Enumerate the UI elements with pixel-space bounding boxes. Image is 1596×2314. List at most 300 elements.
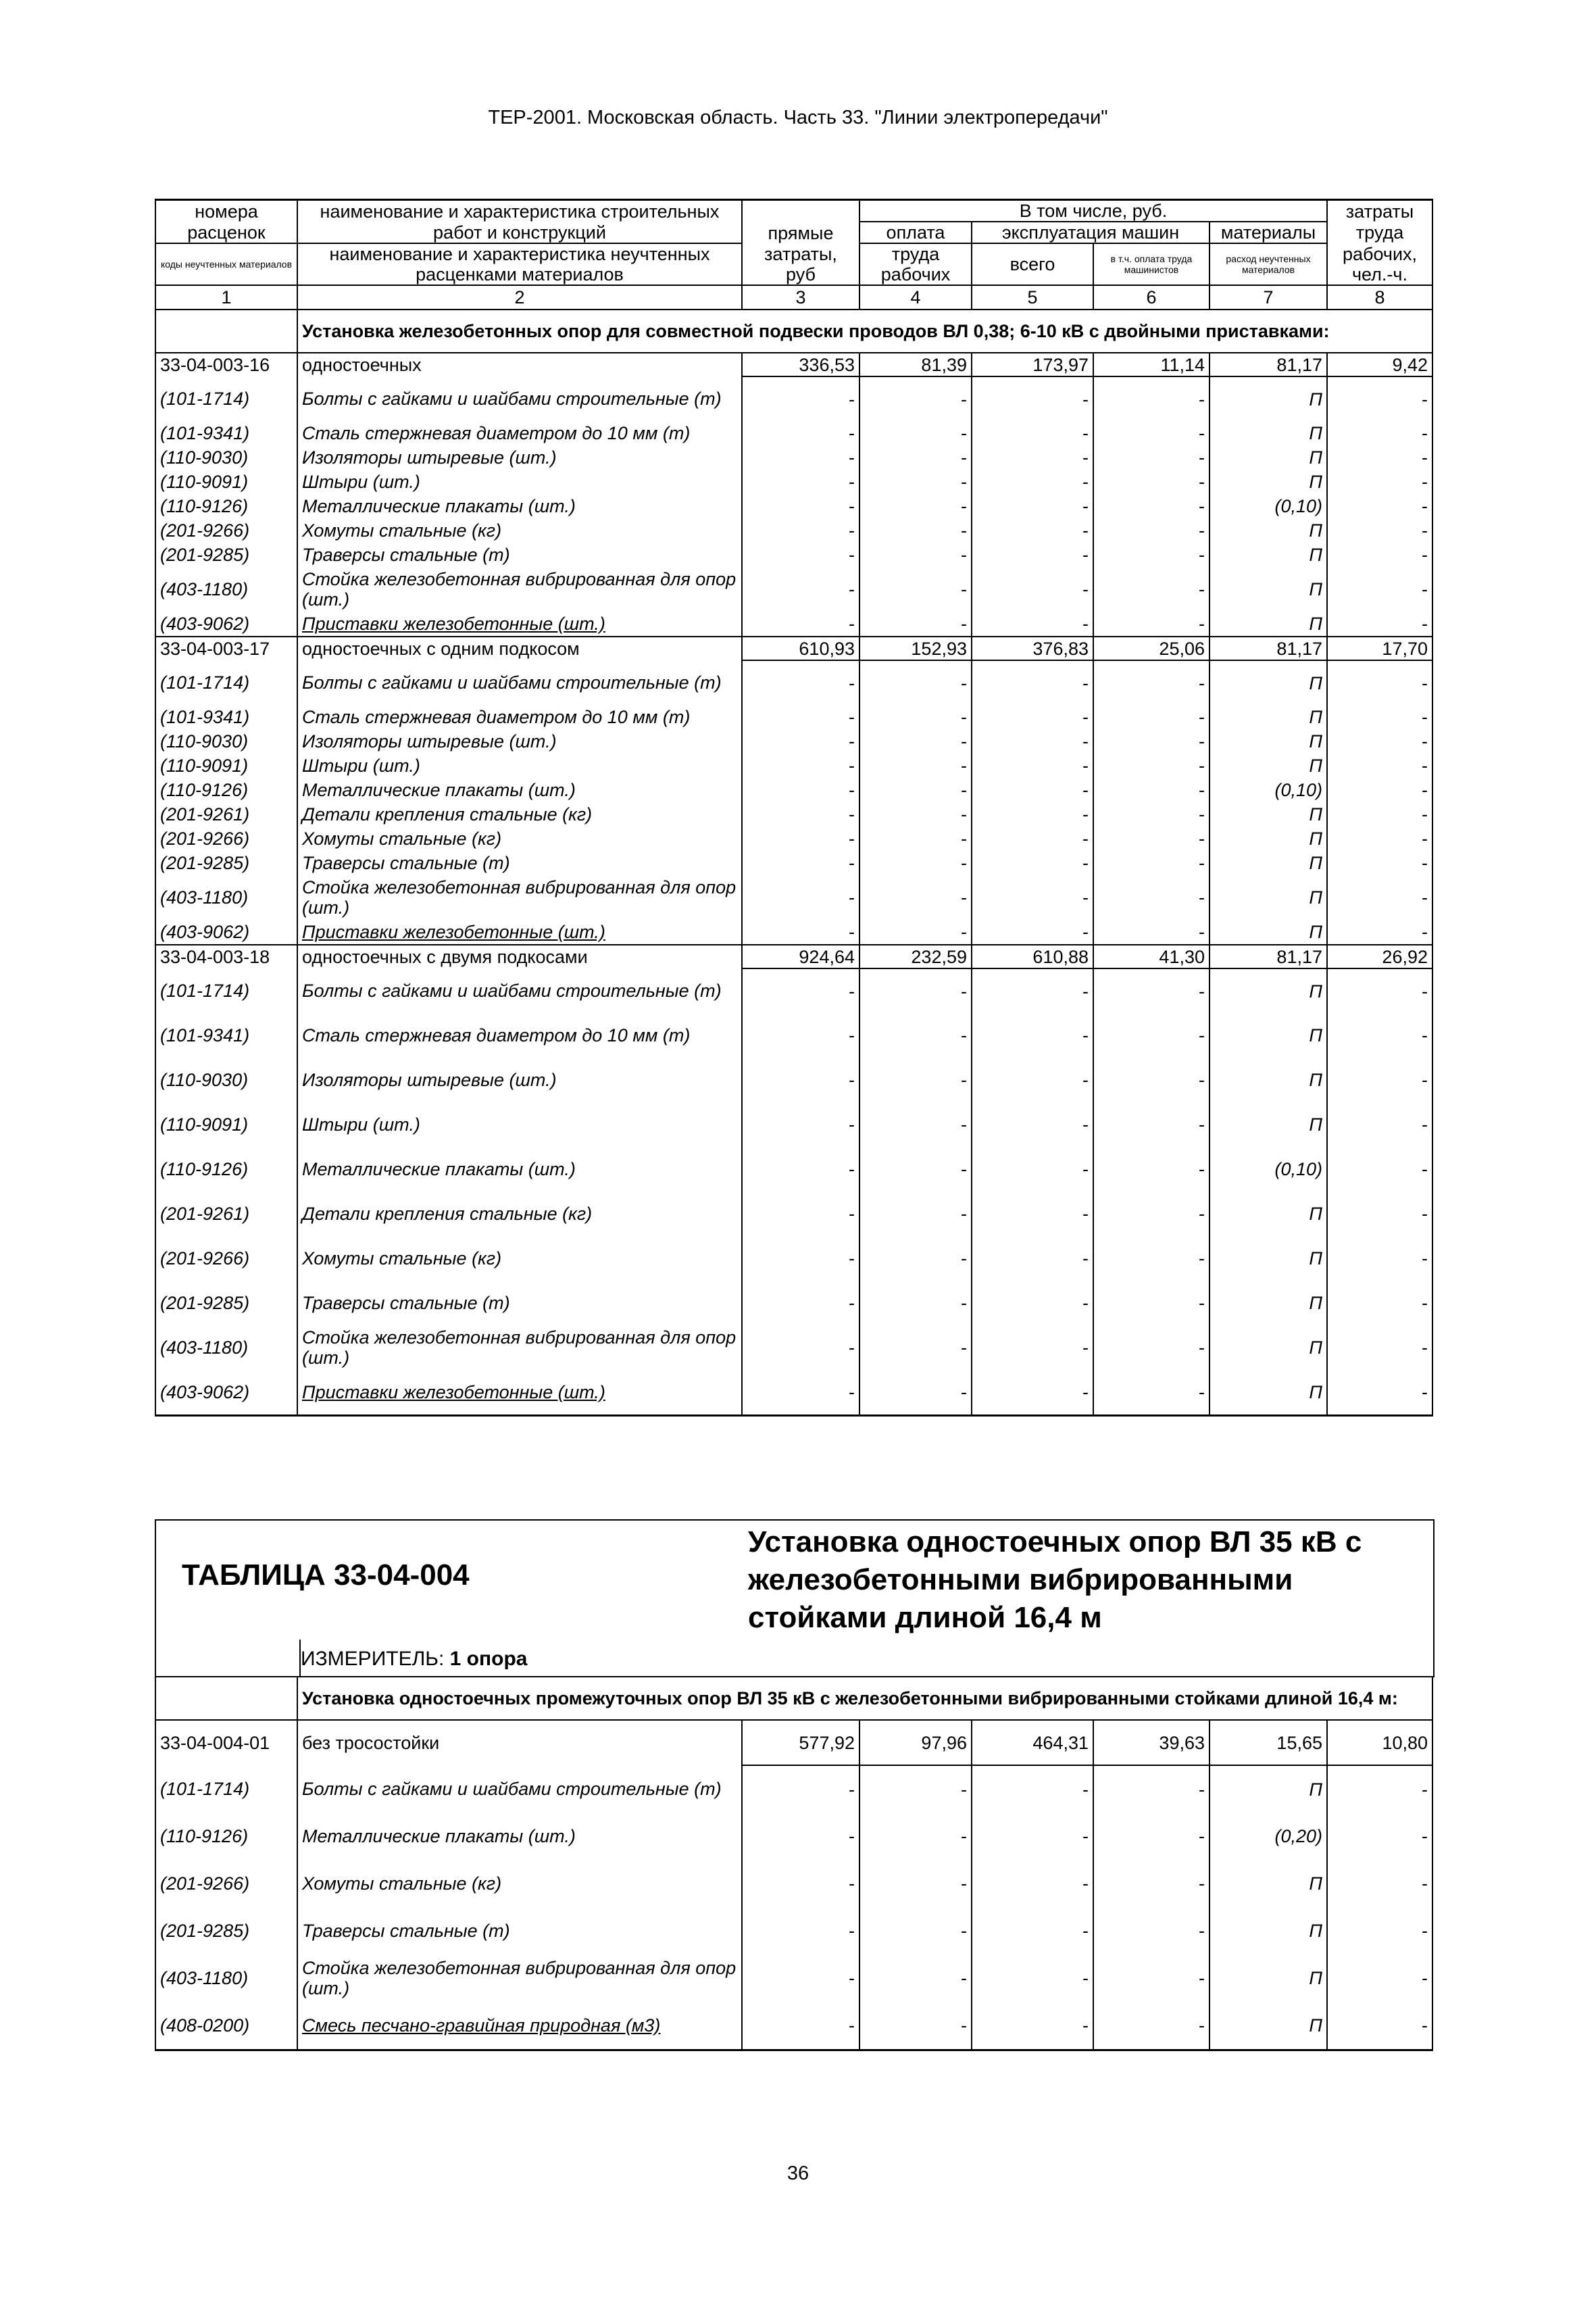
empty-value: - bbox=[742, 851, 859, 875]
empty-value: - bbox=[859, 1907, 972, 1954]
material-name: Сталь стержневая диаметром до 10 мм (т) bbox=[297, 705, 742, 729]
empty-value: - bbox=[742, 754, 859, 778]
material-code: (110-9030) bbox=[155, 445, 297, 470]
material-name: Металлические плакаты (шт.) bbox=[297, 778, 742, 802]
empty-value: - bbox=[1093, 543, 1210, 567]
col-header-code: номера bbox=[155, 200, 297, 222]
rate-value: 17,70 bbox=[1327, 637, 1432, 660]
empty-value: - bbox=[1327, 1860, 1432, 1907]
material-row bbox=[155, 1325, 1432, 1370]
material-name: Стойка железобетонная вибрированная для опор (шт.) bbox=[297, 875, 742, 920]
empty-value: - bbox=[859, 1102, 972, 1147]
material-row bbox=[155, 445, 1432, 470]
material-row bbox=[155, 2002, 1432, 2050]
empty-value: - bbox=[742, 1013, 859, 1058]
empty-value: - bbox=[859, 705, 972, 729]
empty-value: - bbox=[859, 1191, 972, 1236]
material-code: (101-9341) bbox=[155, 421, 297, 445]
empty-value: - bbox=[1093, 2002, 1210, 2050]
material-name: Болты с гайками и шайбами строительные (т) bbox=[297, 376, 742, 421]
rate-value: 81,17 bbox=[1210, 945, 1327, 968]
work-name: одностоечных с одним подкосом bbox=[297, 637, 742, 660]
empty-value: - bbox=[972, 1058, 1093, 1102]
empty-value: - bbox=[1093, 851, 1210, 875]
material-row bbox=[155, 875, 1432, 920]
material-row bbox=[155, 1058, 1432, 1102]
empty-value: - bbox=[742, 920, 859, 945]
rate-value: 81,39 bbox=[859, 353, 972, 376]
material-consumption: (0,10) bbox=[1210, 778, 1327, 802]
empty-value: - bbox=[742, 1954, 859, 2002]
empty-value: - bbox=[1093, 827, 1210, 851]
material-code: (403-1180) bbox=[155, 567, 297, 612]
material-code: (403-9062) bbox=[155, 612, 297, 637]
empty-value: - bbox=[1327, 920, 1432, 945]
rate-value: 25,06 bbox=[1093, 637, 1210, 660]
material-name: Детали крепления стальные (кг) bbox=[297, 1191, 742, 1236]
material-code: (408-0200) bbox=[155, 2002, 297, 2050]
material-code: (110-9126) bbox=[155, 1813, 297, 1860]
material-name: Стойка железобетонная вибрированная для опор (шт.) bbox=[297, 1954, 742, 2002]
empty-value: - bbox=[859, 1236, 972, 1281]
material-row bbox=[155, 754, 1432, 778]
empty-value: - bbox=[742, 1907, 859, 1954]
empty-value: - bbox=[972, 827, 1093, 851]
material-code: (201-9266) bbox=[155, 827, 297, 851]
material-row bbox=[155, 567, 1432, 612]
material-row bbox=[155, 1281, 1432, 1325]
empty-value: - bbox=[1093, 875, 1210, 920]
empty-value: - bbox=[972, 660, 1093, 705]
material-row bbox=[155, 705, 1432, 729]
table-description: Установка одностоечных опор ВЛ 35 кВ с железобетонными вибрированными стойками длиной 16,4 м bbox=[748, 1525, 1362, 1634]
empty-value: - bbox=[1093, 1147, 1210, 1191]
material-row bbox=[155, 1370, 1432, 1416]
material-row bbox=[155, 376, 1432, 421]
material-consumption: П bbox=[1210, 754, 1327, 778]
empty-value: - bbox=[742, 470, 859, 494]
empty-value: - bbox=[1327, 1765, 1432, 1813]
empty-value: - bbox=[972, 2002, 1093, 2050]
empty-value: - bbox=[742, 875, 859, 920]
empty-value: - bbox=[1327, 518, 1432, 543]
material-code: (110-9030) bbox=[155, 729, 297, 754]
empty-value: - bbox=[972, 802, 1093, 827]
empty-value: - bbox=[859, 660, 972, 705]
empty-value: - bbox=[742, 1370, 859, 1416]
empty-value: - bbox=[1327, 1102, 1432, 1147]
empty-value: - bbox=[1327, 445, 1432, 470]
empty-value: - bbox=[742, 1147, 859, 1191]
material-code: (201-9285) bbox=[155, 1907, 297, 1954]
empty-value: - bbox=[742, 778, 859, 802]
work-row bbox=[155, 945, 1432, 968]
empty-value: - bbox=[972, 1013, 1093, 1058]
rate-value: 11,14 bbox=[1093, 353, 1210, 376]
empty-value: - bbox=[742, 660, 859, 705]
col-header-labor: затраты bbox=[1327, 200, 1432, 222]
material-consumption: П bbox=[1210, 1191, 1327, 1236]
col-header-incl: В том числе, руб. bbox=[859, 200, 1327, 222]
empty-value: - bbox=[972, 778, 1093, 802]
material-consumption: П bbox=[1210, 445, 1327, 470]
material-code: (201-9266) bbox=[155, 1860, 297, 1907]
material-consumption: П bbox=[1210, 470, 1327, 494]
empty-value: - bbox=[972, 470, 1093, 494]
header-row-3: коды неучтенных материалов наименование и характеристика неучтенных затраты, труда всего в т.ч. оплата труда машинистов расход неучтенных материалов рабочих, bbox=[155, 243, 1432, 264]
material-code: (110-9030) bbox=[155, 1058, 297, 1102]
empty-value: - bbox=[1327, 705, 1432, 729]
empty-value: - bbox=[972, 851, 1093, 875]
material-code: (101-1714) bbox=[155, 660, 297, 705]
empty-value: - bbox=[1327, 802, 1432, 827]
empty-value: - bbox=[742, 827, 859, 851]
material-code: (201-9266) bbox=[155, 518, 297, 543]
material-consumption: П bbox=[1210, 612, 1327, 637]
empty-value: - bbox=[742, 543, 859, 567]
empty-value: - bbox=[972, 567, 1093, 612]
material-row bbox=[155, 470, 1432, 494]
empty-value: - bbox=[972, 1860, 1093, 1907]
empty-value: - bbox=[1327, 1147, 1432, 1191]
col-header-name: наименование и характеристика строительных bbox=[297, 200, 742, 222]
empty-value: - bbox=[1327, 543, 1432, 567]
empty-value: - bbox=[742, 445, 859, 470]
empty-value: - bbox=[859, 494, 972, 518]
rate-value: 376,83 bbox=[972, 637, 1093, 660]
empty-value: - bbox=[1093, 968, 1210, 1013]
material-consumption: П bbox=[1210, 1236, 1327, 1281]
empty-value: - bbox=[742, 421, 859, 445]
material-row bbox=[155, 729, 1432, 754]
material-row bbox=[155, 612, 1432, 637]
rates-table bbox=[155, 199, 1433, 1417]
material-row bbox=[155, 1907, 1432, 1954]
empty-value: - bbox=[972, 1236, 1093, 1281]
material-row bbox=[155, 1013, 1432, 1058]
material-code: (403-9062) bbox=[155, 920, 297, 945]
empty-value: - bbox=[859, 875, 972, 920]
material-name: Хомуты стальные (кг) bbox=[297, 1860, 742, 1907]
empty-value: - bbox=[859, 1013, 972, 1058]
empty-value: - bbox=[1093, 1013, 1210, 1058]
empty-value: - bbox=[1327, 827, 1432, 851]
empty-value: - bbox=[972, 612, 1093, 637]
material-row bbox=[155, 660, 1432, 705]
rate-value: 173,97 bbox=[972, 353, 1093, 376]
empty-value: - bbox=[972, 445, 1093, 470]
material-code: (201-9261) bbox=[155, 1191, 297, 1236]
material-row bbox=[155, 421, 1432, 445]
empty-value: - bbox=[859, 543, 972, 567]
empty-value: - bbox=[1093, 1102, 1210, 1147]
empty-value: - bbox=[1093, 1907, 1210, 1954]
material-name: Траверсы стальные (т) bbox=[297, 1907, 742, 1954]
material-code: (403-9062) bbox=[155, 1370, 297, 1416]
empty-value: - bbox=[859, 567, 972, 612]
header-row-1 bbox=[155, 200, 1432, 222]
empty-value: - bbox=[1093, 705, 1210, 729]
empty-value: - bbox=[1093, 1860, 1210, 1907]
material-consumption: П bbox=[1210, 1013, 1327, 1058]
empty-value: - bbox=[1327, 875, 1432, 920]
material-code: (201-9285) bbox=[155, 851, 297, 875]
material-code: (110-9091) bbox=[155, 470, 297, 494]
empty-value: - bbox=[1327, 421, 1432, 445]
rate-value: 15,65 bbox=[1210, 1720, 1327, 1765]
work-row bbox=[155, 353, 1432, 376]
material-code: (403-1180) bbox=[155, 1954, 297, 2002]
material-name: Штыри (шт.) bbox=[297, 1102, 742, 1147]
material-consumption: П bbox=[1210, 1058, 1327, 1102]
material-consumption: П bbox=[1210, 421, 1327, 445]
page-header: ТЕР-2001. Московская область. Часть 33. "Линии электропередачи" bbox=[488, 107, 1108, 128]
material-name: Приставки железобетонные (шт.) bbox=[297, 612, 742, 637]
empty-value: - bbox=[1093, 494, 1210, 518]
material-code: (101-1714) bbox=[155, 376, 297, 421]
material-code: (201-9266) bbox=[155, 1236, 297, 1281]
empty-value: - bbox=[859, 1147, 972, 1191]
rate-value: 10,80 bbox=[1327, 1720, 1432, 1765]
empty-value: - bbox=[972, 376, 1093, 421]
material-consumption: П bbox=[1210, 1860, 1327, 1907]
empty-value: - bbox=[1327, 470, 1432, 494]
section-row bbox=[155, 310, 1432, 353]
empty-value: - bbox=[742, 518, 859, 543]
empty-value: - bbox=[972, 1281, 1093, 1325]
empty-value: - bbox=[1327, 567, 1432, 612]
material-name: Болты с гайками и шайбами строительные (т) bbox=[297, 660, 742, 705]
empty-value: - bbox=[742, 376, 859, 421]
material-row bbox=[155, 1236, 1432, 1281]
empty-value: - bbox=[859, 778, 972, 802]
empty-value: - bbox=[742, 729, 859, 754]
material-row bbox=[155, 1147, 1432, 1191]
empty-value: - bbox=[972, 1325, 1093, 1370]
empty-value: - bbox=[859, 470, 972, 494]
empty-value: - bbox=[1327, 1954, 1432, 2002]
empty-value: - bbox=[1327, 1013, 1432, 1058]
material-name: Металлические плакаты (шт.) bbox=[297, 1147, 742, 1191]
section-row-2 bbox=[155, 1677, 1432, 1720]
empty-value: - bbox=[972, 875, 1093, 920]
material-name: Смесь песчано-гравийная природная (м3) bbox=[297, 2002, 742, 2050]
material-row bbox=[155, 518, 1432, 543]
empty-value: - bbox=[1093, 1813, 1210, 1860]
material-consumption: П bbox=[1210, 1325, 1327, 1370]
empty-value: - bbox=[972, 1907, 1093, 1954]
material-consumption: П bbox=[1210, 660, 1327, 705]
material-row bbox=[155, 827, 1432, 851]
empty-value: - bbox=[972, 920, 1093, 945]
empty-value: - bbox=[859, 1860, 972, 1907]
material-row bbox=[155, 851, 1432, 875]
material-code: (201-9285) bbox=[155, 1281, 297, 1325]
empty-value: - bbox=[1327, 376, 1432, 421]
material-name: Приставки железобетонные (шт.) bbox=[297, 1370, 742, 1416]
material-row bbox=[155, 543, 1432, 567]
empty-value: - bbox=[1327, 968, 1432, 1013]
empty-value: - bbox=[859, 754, 972, 778]
material-name: Хомуты стальные (кг) bbox=[297, 518, 742, 543]
section-title-2: Установка одностоечных промежуточных опор ВЛ 35 кВ с железобетонными вибрированными стойками длиной 16,4 м: bbox=[297, 1677, 1432, 1720]
empty-value: - bbox=[1093, 660, 1210, 705]
rate-code: 33-04-003-17 bbox=[155, 637, 297, 660]
empty-value: - bbox=[859, 802, 972, 827]
material-code: (110-9091) bbox=[155, 754, 297, 778]
empty-value: - bbox=[859, 1281, 972, 1325]
material-code: (403-1180) bbox=[155, 875, 297, 920]
empty-value: - bbox=[972, 705, 1093, 729]
empty-value: - bbox=[1093, 376, 1210, 421]
empty-value: - bbox=[1093, 1765, 1210, 1813]
empty-value: - bbox=[859, 421, 972, 445]
empty-value: - bbox=[859, 1058, 972, 1102]
empty-value: - bbox=[742, 1325, 859, 1370]
empty-value: - bbox=[859, 1954, 972, 2002]
table-heading-block bbox=[155, 1519, 1435, 1677]
empty-value: - bbox=[1327, 1325, 1432, 1370]
empty-value: - bbox=[1093, 1325, 1210, 1370]
material-name: Хомуты стальные (кг) bbox=[297, 1236, 742, 1281]
material-name: Сталь стержневая диаметром до 10 мм (т) bbox=[297, 421, 742, 445]
material-row bbox=[155, 1765, 1432, 1813]
empty-value: - bbox=[1093, 729, 1210, 754]
material-name: Металлические плакаты (шт.) bbox=[297, 1813, 742, 1860]
material-consumption: П bbox=[1210, 968, 1327, 1013]
empty-value: - bbox=[972, 1147, 1093, 1191]
material-code: (110-9126) bbox=[155, 1147, 297, 1191]
rate-value: 232,59 bbox=[859, 945, 972, 968]
work-row bbox=[155, 1720, 1432, 1765]
empty-value: - bbox=[859, 851, 972, 875]
material-row bbox=[155, 1860, 1432, 1907]
empty-value: - bbox=[1327, 1236, 1432, 1281]
material-name: Изоляторы штыревые (шт.) bbox=[297, 1058, 742, 1102]
material-consumption: П bbox=[1210, 518, 1327, 543]
rate-value: 81,17 bbox=[1210, 353, 1327, 376]
empty-value: - bbox=[1327, 2002, 1432, 2050]
material-consumption: П bbox=[1210, 827, 1327, 851]
material-code: (101-9341) bbox=[155, 705, 297, 729]
rate-value: 152,93 bbox=[859, 637, 972, 660]
rate-value: 610,93 bbox=[742, 637, 859, 660]
rate-value: 81,17 bbox=[1210, 637, 1327, 660]
material-consumption: П bbox=[1210, 851, 1327, 875]
empty-value: - bbox=[1327, 660, 1432, 705]
material-name: Стойка железобетонная вибрированная для опор (шт.) bbox=[297, 567, 742, 612]
material-name: Траверсы стальные (т) bbox=[297, 543, 742, 567]
header-row-4: расценками материалов руб рабочих чел.-ч. bbox=[155, 264, 1432, 285]
header-row-2: расценок работ и конструкций оплата эксплуатация машин материалы труда bbox=[155, 222, 1432, 243]
empty-value: - bbox=[1093, 1281, 1210, 1325]
rate-value: 464,31 bbox=[972, 1720, 1093, 1765]
empty-value: - bbox=[742, 705, 859, 729]
empty-value: - bbox=[742, 1281, 859, 1325]
empty-value: - bbox=[1093, 421, 1210, 445]
empty-value: - bbox=[742, 2002, 859, 2050]
material-consumption: П bbox=[1210, 567, 1327, 612]
material-code: (201-9261) bbox=[155, 802, 297, 827]
work-name: без тросостойки bbox=[297, 1720, 742, 1765]
empty-value: - bbox=[972, 729, 1093, 754]
material-consumption: П bbox=[1210, 2002, 1327, 2050]
empty-value: - bbox=[1093, 612, 1210, 637]
material-row bbox=[155, 1954, 1432, 2002]
page-number: 36 bbox=[787, 2163, 809, 2184]
material-consumption: П bbox=[1210, 729, 1327, 754]
empty-value: - bbox=[742, 612, 859, 637]
work-name: одностоечных с двумя подкосами bbox=[297, 945, 742, 968]
section-title: Установка железобетонных опор для совместной подвески проводов ВЛ 0,38; 6-10 кВ с двойными приставками: bbox=[297, 310, 1432, 353]
material-row bbox=[155, 1813, 1432, 1860]
empty-value: - bbox=[859, 827, 972, 851]
empty-value: - bbox=[859, 1765, 972, 1813]
empty-value: - bbox=[1327, 1907, 1432, 1954]
material-code: (101-1714) bbox=[155, 968, 297, 1013]
empty-value: - bbox=[972, 1954, 1093, 2002]
empty-value: - bbox=[859, 1325, 972, 1370]
empty-value: - bbox=[972, 421, 1093, 445]
empty-value: - bbox=[859, 2002, 972, 2050]
empty-value: - bbox=[972, 1102, 1093, 1147]
empty-value: - bbox=[1093, 567, 1210, 612]
material-consumption: П bbox=[1210, 705, 1327, 729]
material-name: Металлические плакаты (шт.) bbox=[297, 494, 742, 518]
material-consumption: П bbox=[1210, 543, 1327, 567]
empty-value: - bbox=[1327, 778, 1432, 802]
empty-value: - bbox=[1093, 445, 1210, 470]
material-row bbox=[155, 494, 1432, 518]
measurer: ИЗМЕРИТЕЛЬ: 1 опора bbox=[301, 1648, 528, 1670]
empty-value: - bbox=[1093, 778, 1210, 802]
empty-value: - bbox=[859, 1370, 972, 1416]
rate-code: 33-04-003-16 bbox=[155, 353, 297, 376]
empty-value: - bbox=[742, 1765, 859, 1813]
material-consumption: П bbox=[1210, 1102, 1327, 1147]
rate-value: 336,53 bbox=[742, 353, 859, 376]
empty-value: - bbox=[1327, 1058, 1432, 1102]
material-name: Болты с гайками и шайбами строительные (т) bbox=[297, 1765, 742, 1813]
work-name: одностоечных bbox=[297, 353, 742, 376]
empty-value: - bbox=[742, 968, 859, 1013]
material-row bbox=[155, 1102, 1432, 1147]
material-consumption: П bbox=[1210, 1907, 1327, 1954]
empty-value: - bbox=[1327, 1813, 1432, 1860]
empty-value: - bbox=[742, 1236, 859, 1281]
empty-value: - bbox=[1327, 729, 1432, 754]
rate-value: 924,64 bbox=[742, 945, 859, 968]
empty-value: - bbox=[859, 445, 972, 470]
rate-value: 39,63 bbox=[1093, 1720, 1210, 1765]
empty-value: - bbox=[1327, 754, 1432, 778]
material-name: Траверсы стальные (т) bbox=[297, 1281, 742, 1325]
material-name: Штыри (шт.) bbox=[297, 754, 742, 778]
material-code: (201-9285) bbox=[155, 543, 297, 567]
material-consumption: (0,10) bbox=[1210, 494, 1327, 518]
material-name: Изоляторы штыревые (шт.) bbox=[297, 729, 742, 754]
material-consumption: (0,10) bbox=[1210, 1147, 1327, 1191]
material-name: Стойка железобетонная вибрированная для опор (шт.) bbox=[297, 1325, 742, 1370]
rate-value: 9,42 bbox=[1327, 353, 1432, 376]
material-row bbox=[155, 1191, 1432, 1236]
empty-value: - bbox=[859, 920, 972, 945]
material-name: Болты с гайками и шайбами строительные (т) bbox=[297, 968, 742, 1013]
empty-value: - bbox=[1327, 1191, 1432, 1236]
empty-value: - bbox=[1327, 851, 1432, 875]
material-consumption: (0,20) bbox=[1210, 1813, 1327, 1860]
empty-value: - bbox=[742, 1860, 859, 1907]
